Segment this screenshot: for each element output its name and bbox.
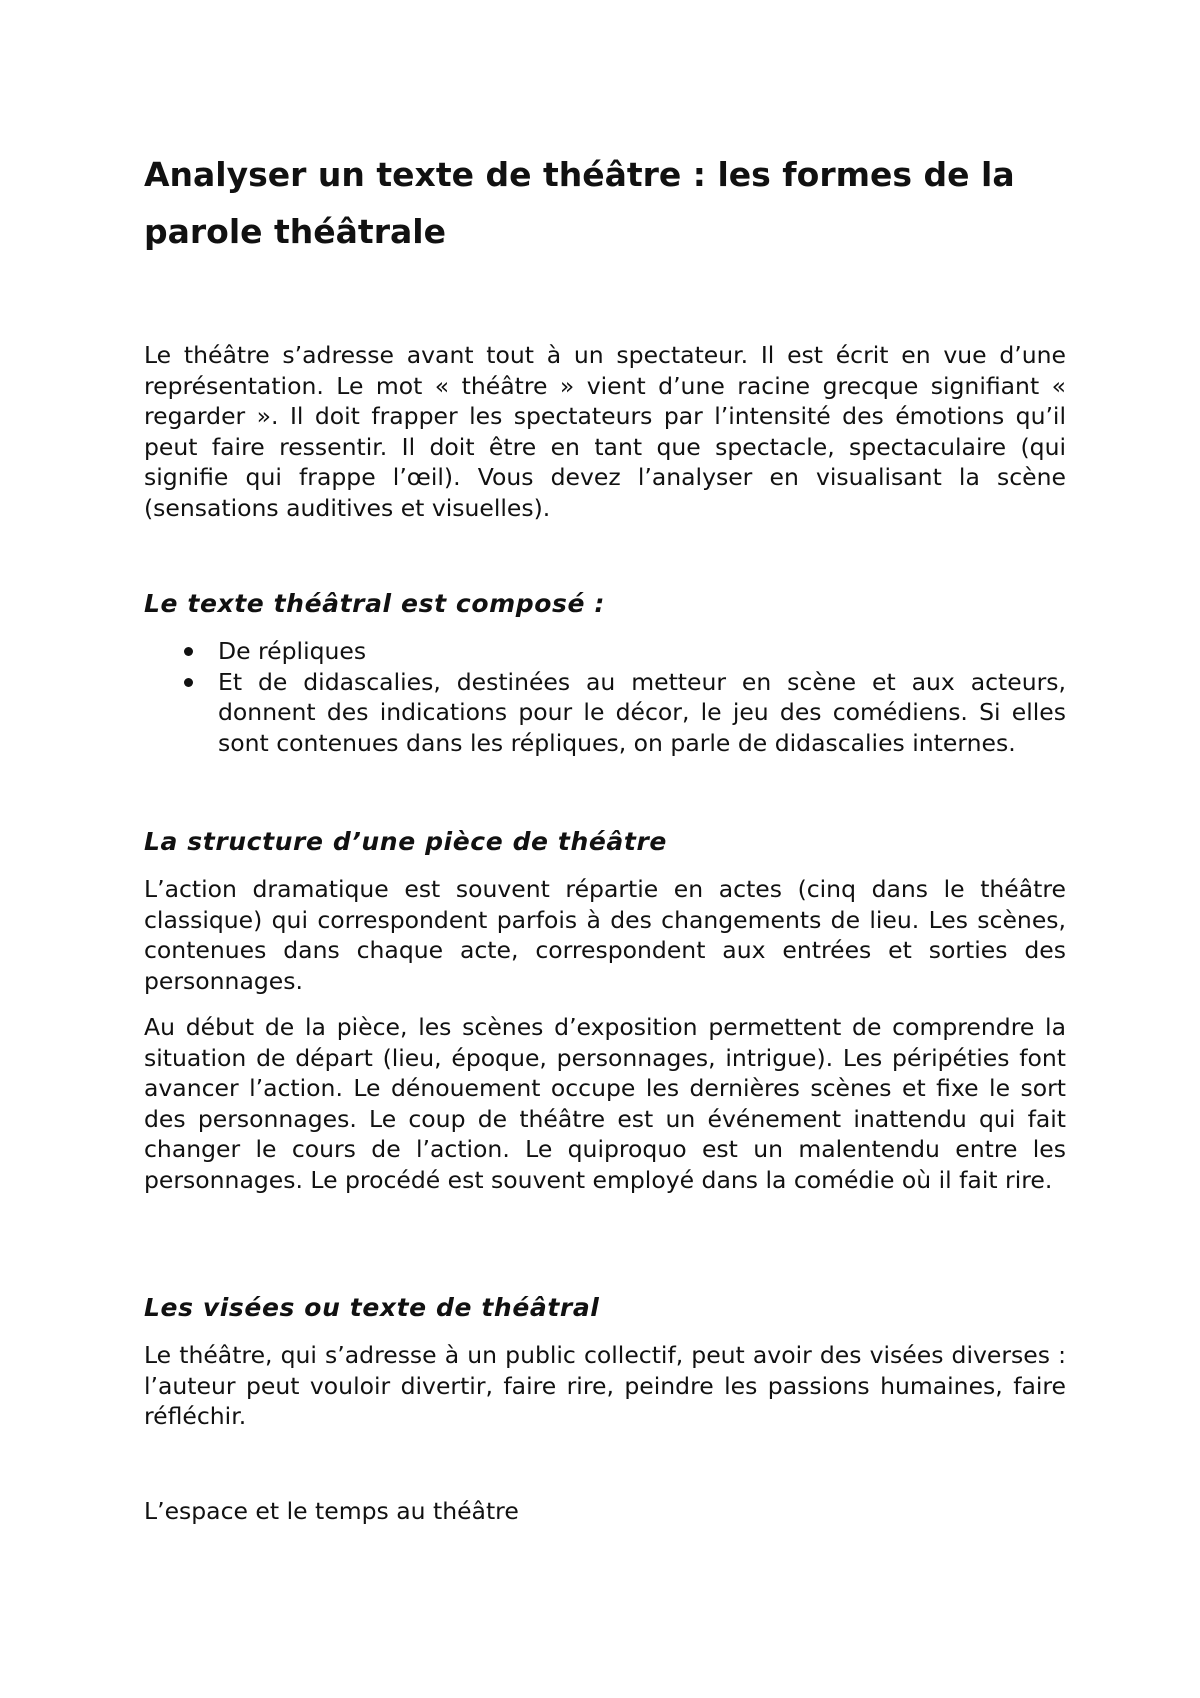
bullet-icon bbox=[184, 678, 193, 687]
espace-line: L’espace et le temps au théâtre bbox=[144, 1497, 519, 1525]
structure-paragraph-1: L’action dramatique est souvent répartie en actes (cinq dans le théâtre classique) qui correspondent parfois à des changements de lieu. Les scènes, contenues dans chaque acte, correspondent aux entrées et sorties des personnages. bbox=[144, 875, 1066, 995]
list-item-text: De répliques bbox=[218, 637, 367, 665]
section-heading-structure: La structure d’une pièce de théâtre bbox=[144, 827, 667, 856]
structure-paragraph-2: Au début de la pièce, les scènes d’exposition permettent de comprendre la situation de départ (lieu, époque, personnages, intrigue). Les péripéties font avancer l’action. Le dénouement occupe les dernières scènes et fixe le sort des personnages. Le coup de théâtre est un événement inattendu qui fait changer le cours de l’action. Le quiproquo est un malentendu entre les personnages. Le procédé est souvent employé dans la comédie où il fait rire. bbox=[144, 1013, 1066, 1194]
intro-paragraph: Le théâtre s’adresse avant tout à un spectateur. Il est écrit en vue d’une représentation. Le mot « théâtre » vient d’une racine grecque signifiant « regarder ». Il doit frapper les spectateurs par l’intensité des émotions qu’il peut faire ressentir. Il doit être en tant que spectacle, spectaculaire (qui signifie qui frappe l’œil). Vous devez l’analyser en visualisant la scène (sensations auditives et visuelles). bbox=[144, 341, 1066, 522]
bullet-icon bbox=[184, 647, 193, 656]
section-heading-visees: Les visées ou texte de théâtral bbox=[144, 1293, 600, 1322]
section-heading-compose: Le texte théâtral est composé : bbox=[144, 589, 605, 618]
compose-list bbox=[144, 636, 1066, 758]
document-title: Analyser un texte de théâtre : les formes de la parole théâtrale bbox=[144, 155, 1015, 251]
list-item bbox=[144, 667, 1066, 759]
visees-paragraph: Le théâtre, qui s’adresse à un public collectif, peut avoir des visées diverses : l’auteur peut vouloir divertir, faire rire, peindre les passions humaines, faire réfléchir. bbox=[144, 1341, 1066, 1430]
list-item-text: Et de didascalies, destinées au metteur en scène et aux acteurs, donnent des indications pour le décor, le jeu des comédiens. Si elles sont contenues dans les répliques, on parle de didascalies internes. bbox=[218, 667, 1066, 757]
list-item bbox=[144, 636, 1066, 667]
